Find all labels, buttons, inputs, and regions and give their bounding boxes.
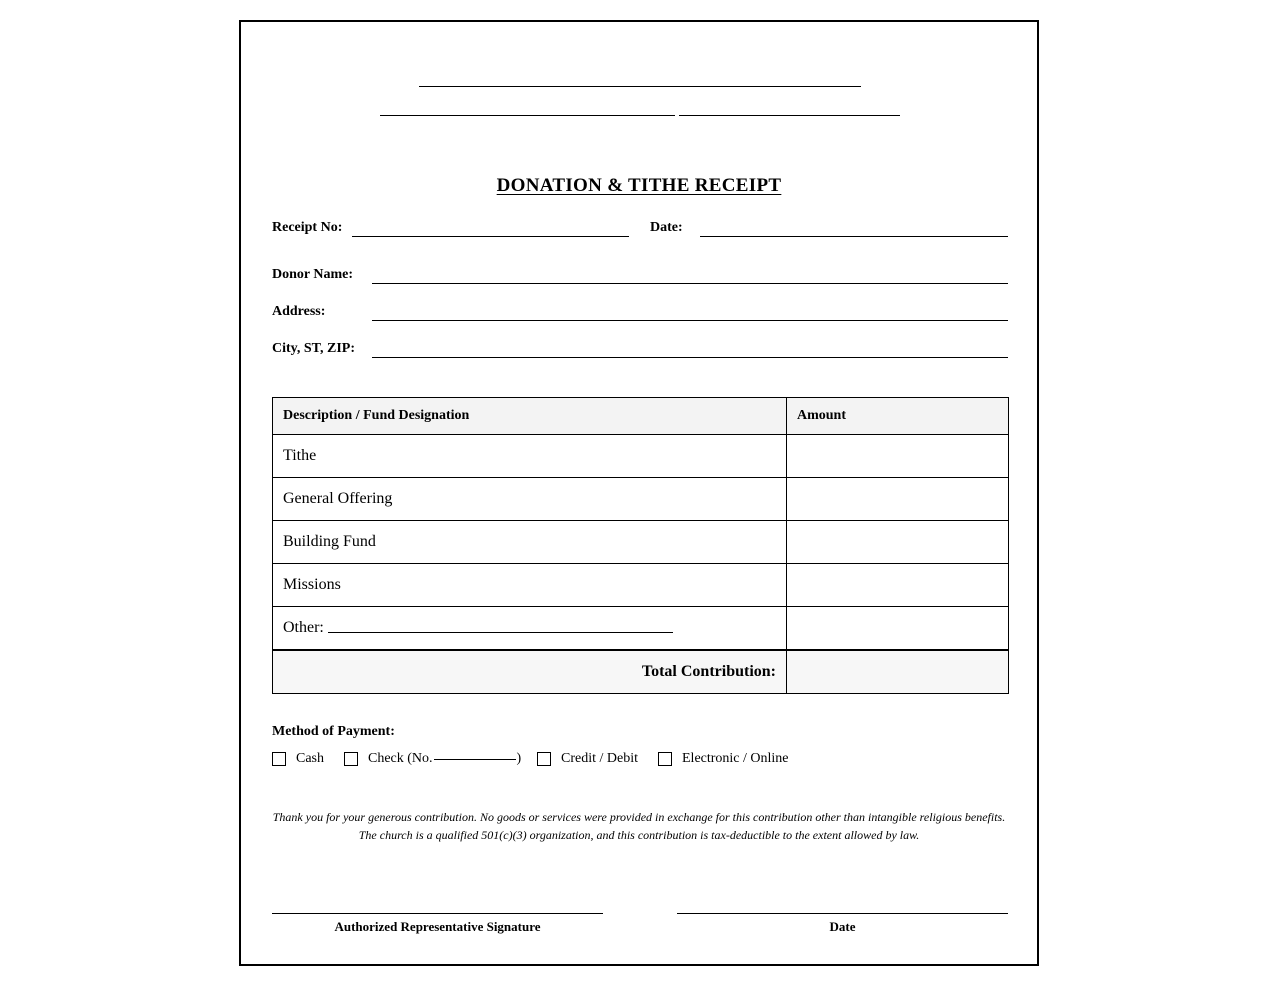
church-name-line[interactable] (419, 86, 861, 87)
check-label-suffix: ) (516, 751, 522, 766)
total-row (273, 650, 1009, 694)
city-label: City, ST, ZIP: (272, 341, 355, 356)
table-row (273, 478, 1009, 521)
payment-option-credit (537, 751, 638, 767)
church-phone-line[interactable] (679, 115, 900, 116)
address-label: Address: (272, 304, 326, 319)
amount-header: Amount (787, 398, 1009, 435)
cash-checkbox[interactable] (272, 752, 286, 766)
credit-checkbox[interactable] (537, 752, 551, 766)
amount-cell-tithe[interactable] (787, 435, 1009, 478)
amount-cell-general-offering[interactable] (787, 478, 1009, 521)
payment-option-electronic (658, 751, 789, 767)
receipt-no-label: Receipt No: (272, 220, 343, 235)
fund-tithe: Tithe (273, 435, 787, 478)
date-label: Date: (650, 220, 683, 235)
donor-name-field[interactable] (372, 283, 1008, 284)
payment-option-cash (272, 751, 324, 767)
signature-date-label: Date (829, 919, 856, 934)
fund-other (273, 607, 787, 651)
signature-line[interactable] (272, 913, 603, 914)
receipt-no-field[interactable] (352, 236, 629, 237)
receipt-title: DONATION & TITHE RECEIPT (496, 175, 782, 196)
table-row (273, 607, 1009, 651)
tax-note-line-1: Thank you for your generous contribution. No goods or services were provided in exchange for this contribution other than intangible religious benefits. (272, 810, 1006, 824)
electronic-checkbox[interactable] (658, 752, 672, 766)
fund-missions: Missions (273, 564, 787, 607)
tax-note (241, 808, 1037, 844)
check-number-field[interactable] (434, 759, 516, 760)
city-field[interactable] (372, 357, 1008, 358)
total-label: Total Contribution: (273, 650, 787, 694)
table-row (273, 521, 1009, 564)
amount-cell-building[interactable] (787, 521, 1009, 564)
electronic-label: Electronic / Online (682, 751, 789, 766)
address-field[interactable] (372, 320, 1008, 321)
payment-method-label: Method of Payment: (272, 724, 395, 739)
fund-building: Building Fund (273, 521, 787, 564)
fund-other-label: Other: (283, 619, 324, 636)
payment-option-check (344, 751, 521, 767)
fund-table (272, 397, 1009, 694)
check-checkbox[interactable] (344, 752, 358, 766)
check-label-prefix: Check (No. (368, 751, 433, 766)
date-field[interactable] (700, 236, 1008, 237)
credit-label: Credit / Debit (561, 751, 638, 766)
amount-cell-missions[interactable] (787, 564, 1009, 607)
total-amount-cell[interactable] (787, 650, 1009, 694)
fund-general-offering: General Offering (273, 478, 787, 521)
other-fund-field[interactable] (328, 631, 673, 633)
amount-cell-other[interactable] (787, 607, 1009, 651)
table-row (273, 564, 1009, 607)
signature-date-line[interactable] (677, 913, 1008, 914)
description-header: Description / Fund Designation (273, 398, 787, 435)
tax-note-line-2: The church is a qualified 501(c)(3) organization, and this contribution is tax-deductible to the extent allowed by law. (358, 828, 920, 842)
cash-label: Cash (296, 751, 324, 766)
table-header-row (273, 398, 1009, 435)
signature-label: Authorized Representative Signature (334, 919, 541, 934)
donor-name-label: Donor Name: (272, 267, 354, 282)
table-row (273, 435, 1009, 478)
church-address-line[interactable] (380, 115, 675, 116)
receipt-page (239, 20, 1039, 966)
